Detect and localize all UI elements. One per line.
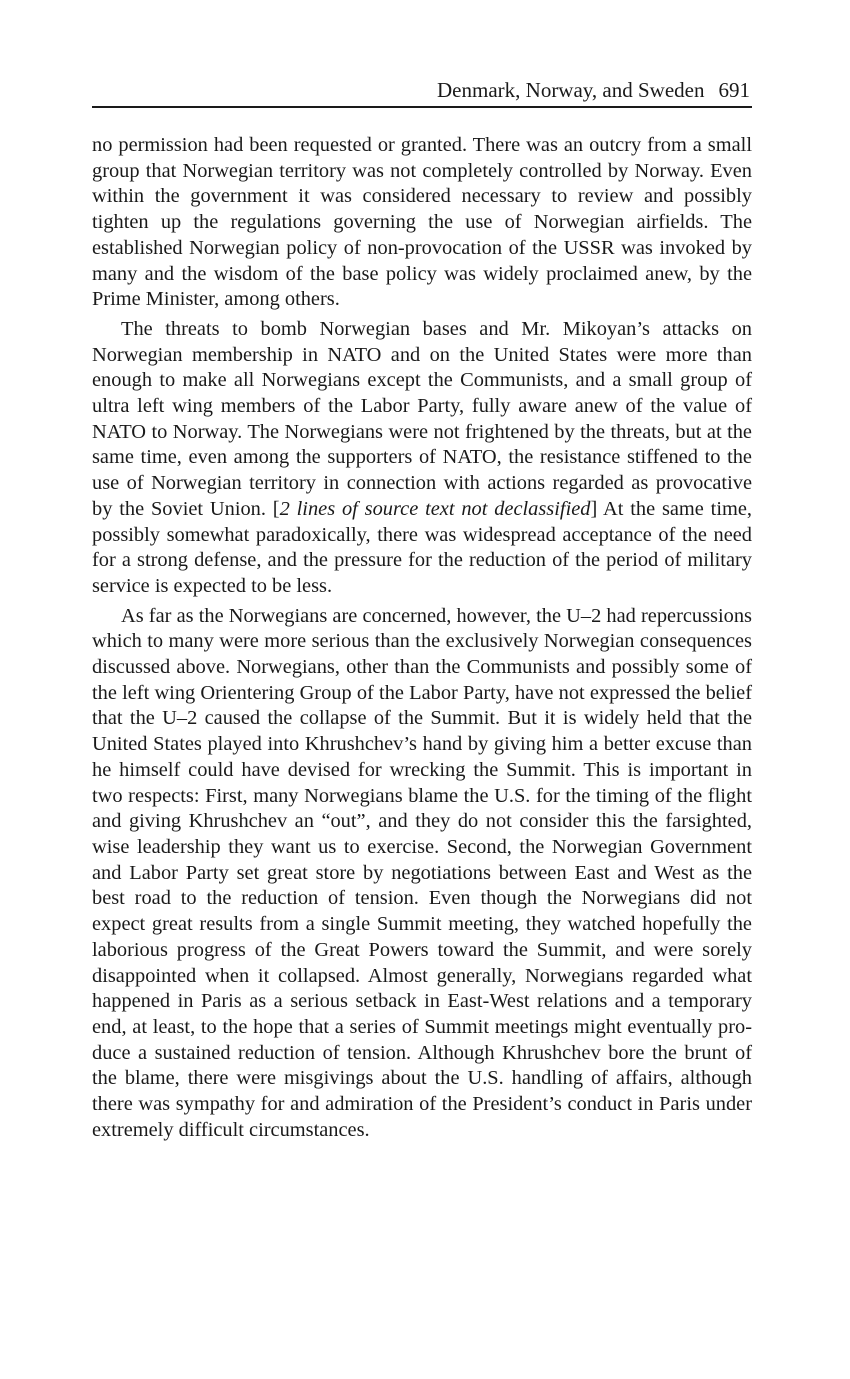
editorial-note: 2 lines of source text not declassified xyxy=(279,497,591,520)
body-text xyxy=(92,133,752,1143)
paragraph-2-text-b: ] At the same time, possibly somewhat paradoxically, there was widespread acceptance of the need for a strong defense, and the pressure for the reduction of the period of military service is expected to be less. xyxy=(92,497,753,597)
document-page xyxy=(92,76,752,1143)
paragraph-2-text-a: The threats to bomb Norwegian bases and Mr. Mikoyan’s attacks on Norwegian membership in NATO and on the United States were more than enough to make all Norwegians except the Communists, and a small group of ultra left wing members of the Labor Party, fully aware anew of the value of NATO to Norway. The Norwegians were not frightened by the threats, but at the same time, even among the supporters of NATO, the resistance stiffened to the use of Norwegian territory in connection with actions regarded as provocative by the Soviet Union. [ xyxy=(92,317,752,520)
running-title: Denmark, Norway, and Sweden xyxy=(437,78,705,102)
page-number: 691 xyxy=(718,78,750,102)
paragraph-2 xyxy=(92,317,752,600)
paragraph-3: As far as the Norwegians are concerned, however, the U–2 had repercussions which to many were more serious than the exclusively Norwegian consequences discussed above. Norwegians, other than the Communists and possibly some of the left wing Orientering Group of the Labor Party, have not expressed the belief that the U–2 caused the collapse of the Summit. But it is widely held that the United States played into Khrushchev’s hand by giving him a better excuse than he himself could have devised for wrecking the Summit. This is important in two respects: First, many Norwegians blame the U.S. for the timing of the flight and giving Khrushchev an “out”, and they do not consider this the farsighted, wise leadership they want us to exercise. Second, the Norwegian Government and Labor Party set great store by negotiations between East and West as the best road to the reduction of tension. Even though the Norwegians did not expect great results from a single Summit meeting, they watched hopefully the laborious progress of the Great Powers toward the Summit, and were sorely disappointed when it collapsed. Almost generally, Norwegians regarded what happened in Paris as a serious setback in East-West relations and a temporary end, at least, to the hope that a series of Summit meetings might eventually produce a sustained reduction of tension. Although Khrushchev bore the brunt of the blame, there were misgivings about the U.S. handling of affairs, although there was sympathy for and admiration of the President’s conduct in Paris under extremely difficult circumstances. xyxy=(92,604,752,1141)
running-header xyxy=(92,76,752,108)
paragraph-1: no permission had been requested or granted. There was an outcry from a small group that Norwegian territory was not completely controlled by Norway. Even within the government it was considered necessary to review and possibly tighten up the regulations governing the use of Norwegian airfields. The established Norwegian policy of non-provocation of the USSR was invoked by many and the wisdom of the base policy was widely proclaimed anew, by the Prime Minister, among others. xyxy=(92,134,752,311)
